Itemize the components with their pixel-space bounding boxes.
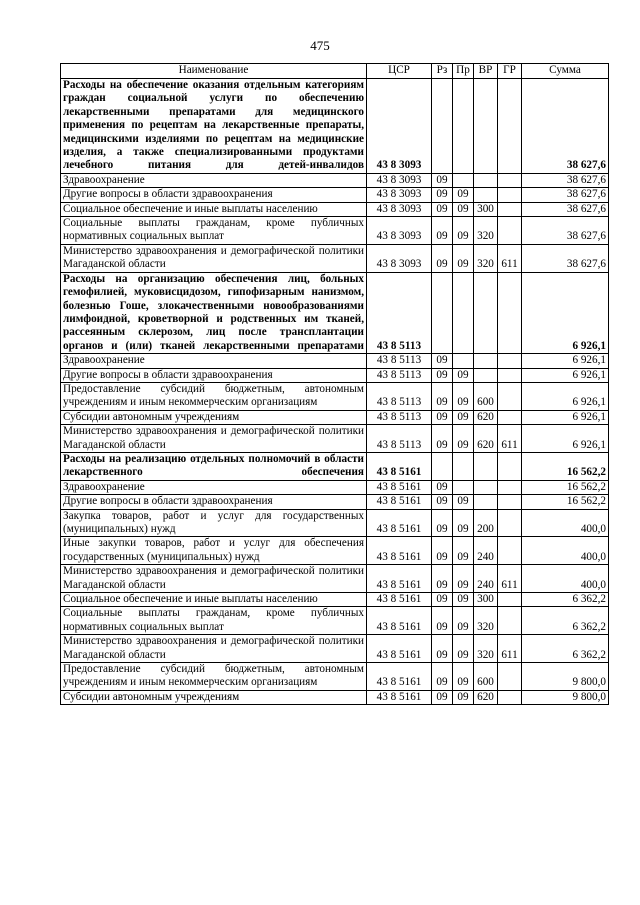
- cell-gr: [498, 173, 522, 187]
- cell-csr: 43 8 5161: [367, 690, 432, 704]
- cell-csr: 43 8 5161: [367, 537, 432, 565]
- cell-sum: 6 926,1: [522, 410, 609, 424]
- cell-csr: 43 8 5161: [367, 565, 432, 593]
- cell-pr: 09: [453, 509, 474, 537]
- cell-sum: 400,0: [522, 509, 609, 537]
- cell-sum: 38 627,6: [522, 188, 609, 202]
- cell-rz: 09: [432, 607, 453, 635]
- cell-pr: [453, 480, 474, 494]
- cell-csr: 43 8 5161: [367, 607, 432, 635]
- cell-vr: [474, 368, 498, 382]
- table-row: [61, 690, 609, 704]
- cell-csr: 43 8 5161: [367, 663, 432, 691]
- cell-rz: 09: [432, 480, 453, 494]
- cell-sum: 6 362,2: [522, 635, 609, 663]
- table-row: [61, 382, 609, 410]
- cell-pr: [453, 452, 474, 480]
- cell-rz: [432, 452, 453, 480]
- cell-vr: [474, 495, 498, 509]
- cell-vr: 240: [474, 565, 498, 593]
- cell-name: Социальное обеспечение и иные выплаты населению: [61, 202, 367, 216]
- cell-vr: 300: [474, 593, 498, 607]
- cell-csr: 43 8 5161: [367, 452, 432, 480]
- cell-gr: [498, 480, 522, 494]
- cell-name: Расходы на обеспечение оказания отдельным категориям граждан социальной услуги по обеспечению лекарственными препаратами для медицинского применения по рецептам на лекарственные препараты, медицинскими изделиями по рецептам на медицинские изделия, а также специализированными продуктами лечебного питания для детей-инвалидов: [61, 79, 367, 174]
- cell-gr: [498, 272, 522, 353]
- cell-sum: 400,0: [522, 565, 609, 593]
- cell-rz: 09: [432, 217, 453, 245]
- cell-sum: 38 627,6: [522, 173, 609, 187]
- cell-rz: 09: [432, 244, 453, 272]
- cell-gr: [498, 537, 522, 565]
- cell-sum: 16 562,2: [522, 495, 609, 509]
- table-row: [61, 495, 609, 509]
- cell-rz: 09: [432, 690, 453, 704]
- table-row: [61, 244, 609, 272]
- cell-gr: [498, 690, 522, 704]
- table-row: [61, 607, 609, 635]
- table-row: [61, 173, 609, 187]
- cell-csr: 43 8 3093: [367, 188, 432, 202]
- cell-gr: 611: [498, 635, 522, 663]
- column-header-vr: ВР: [474, 64, 498, 79]
- cell-rz: 09: [432, 509, 453, 537]
- cell-name: Иные закупки товаров, работ и услуг для обеспечения государственных (муниципальных) нужд: [61, 537, 367, 565]
- cell-gr: [498, 607, 522, 635]
- cell-name: Министерство здравоохранения и демографической политики Магаданской области: [61, 565, 367, 593]
- cell-csr: 43 8 5113: [367, 368, 432, 382]
- table-row: [61, 410, 609, 424]
- column-header-rz: Рз: [432, 64, 453, 79]
- cell-vr: 320: [474, 635, 498, 663]
- cell-csr: 43 8 3093: [367, 173, 432, 187]
- cell-rz: 09: [432, 202, 453, 216]
- cell-sum: 16 562,2: [522, 452, 609, 480]
- table-row: [61, 593, 609, 607]
- cell-rz: 09: [432, 410, 453, 424]
- table-row: [61, 537, 609, 565]
- cell-name: Субсидии автономным учреждениям: [61, 690, 367, 704]
- cell-pr: 09: [453, 368, 474, 382]
- cell-name: Предоставление субсидий бюджетным, автономным учреждениям и иным некоммерческим организациям: [61, 382, 367, 410]
- cell-pr: 09: [453, 425, 474, 453]
- cell-pr: 09: [453, 244, 474, 272]
- cell-sum: 6 362,2: [522, 593, 609, 607]
- column-header-pr: Пр: [453, 64, 474, 79]
- cell-rz: 09: [432, 635, 453, 663]
- cell-rz: 09: [432, 382, 453, 410]
- cell-gr: [498, 217, 522, 245]
- table-body: [61, 79, 609, 705]
- cell-rz: 09: [432, 368, 453, 382]
- cell-rz: 09: [432, 593, 453, 607]
- cell-sum: 6 362,2: [522, 607, 609, 635]
- cell-gr: [498, 593, 522, 607]
- table-row: [61, 368, 609, 382]
- cell-gr: 611: [498, 565, 522, 593]
- cell-gr: [498, 452, 522, 480]
- cell-vr: [474, 188, 498, 202]
- cell-pr: 09: [453, 410, 474, 424]
- cell-csr: 43 8 5161: [367, 480, 432, 494]
- cell-csr: 43 8 5113: [367, 425, 432, 453]
- cell-csr: 43 8 5113: [367, 354, 432, 368]
- cell-name: Другие вопросы в области здравоохранения: [61, 188, 367, 202]
- table-row: [61, 202, 609, 216]
- cell-vr: 300: [474, 202, 498, 216]
- cell-vr: 200: [474, 509, 498, 537]
- cell-vr: 620: [474, 690, 498, 704]
- cell-vr: [474, 480, 498, 494]
- cell-gr: [498, 663, 522, 691]
- column-header-name: Наименование: [61, 64, 367, 79]
- cell-csr: 43 8 3093: [367, 217, 432, 245]
- cell-name: Здравоохранение: [61, 480, 367, 494]
- cell-vr: 620: [474, 425, 498, 453]
- cell-sum: 38 627,6: [522, 79, 609, 174]
- table-row: [61, 480, 609, 494]
- cell-pr: 09: [453, 382, 474, 410]
- cell-name: Социальные выплаты гражданам, кроме публичных нормативных социальных выплат: [61, 607, 367, 635]
- cell-csr: 43 8 5113: [367, 410, 432, 424]
- cell-gr: [498, 202, 522, 216]
- cell-vr: [474, 272, 498, 353]
- column-header-sum: Сумма: [522, 64, 609, 79]
- cell-rz: 09: [432, 537, 453, 565]
- cell-pr: 09: [453, 202, 474, 216]
- column-header-csr: ЦСР: [367, 64, 432, 79]
- table-row: [61, 663, 609, 691]
- cell-name: Закупка товаров, работ и услуг для государственных (муниципальных) нужд: [61, 509, 367, 537]
- cell-name: Здравоохранение: [61, 354, 367, 368]
- cell-sum: 6 926,1: [522, 354, 609, 368]
- cell-rz: [432, 79, 453, 174]
- cell-sum: 16 562,2: [522, 480, 609, 494]
- cell-sum: 9 800,0: [522, 663, 609, 691]
- cell-pr: 09: [453, 495, 474, 509]
- cell-name: Здравоохранение: [61, 173, 367, 187]
- cell-vr: 320: [474, 217, 498, 245]
- cell-vr: 620: [474, 410, 498, 424]
- cell-rz: 09: [432, 188, 453, 202]
- cell-sum: 6 926,1: [522, 272, 609, 353]
- cell-gr: [498, 410, 522, 424]
- cell-vr: [474, 173, 498, 187]
- cell-name: Министерство здравоохранения и демографической политики Магаданской области: [61, 425, 367, 453]
- cell-vr: 600: [474, 663, 498, 691]
- table-row: [61, 509, 609, 537]
- cell-name: Другие вопросы в области здравоохранения: [61, 495, 367, 509]
- cell-gr: [498, 354, 522, 368]
- cell-rz: 09: [432, 565, 453, 593]
- cell-name: Расходы на реализацию отдельных полномочий в области лекарственного обеспечения: [61, 452, 367, 480]
- cell-gr: [498, 368, 522, 382]
- cell-csr: 43 8 3093: [367, 244, 432, 272]
- cell-gr: 611: [498, 425, 522, 453]
- cell-rz: 09: [432, 173, 453, 187]
- table-row: [61, 354, 609, 368]
- cell-csr: 43 8 5113: [367, 272, 432, 353]
- cell-sum: 38 627,6: [522, 202, 609, 216]
- cell-sum: 400,0: [522, 537, 609, 565]
- table-row: [61, 217, 609, 245]
- cell-name: Социальные выплаты гражданам, кроме публичных нормативных социальных выплат: [61, 217, 367, 245]
- cell-name: Субсидии автономным учреждениям: [61, 410, 367, 424]
- cell-csr: 43 8 5161: [367, 495, 432, 509]
- page-number: 475: [310, 38, 330, 53]
- cell-gr: [498, 509, 522, 537]
- table-row: [61, 425, 609, 453]
- cell-pr: 09: [453, 188, 474, 202]
- cell-sum: 38 627,6: [522, 244, 609, 272]
- cell-rz: 09: [432, 354, 453, 368]
- cell-name: Предоставление субсидий бюджетным, автономным учреждениям и иным некоммерческим организациям: [61, 663, 367, 691]
- budget-table: [60, 63, 609, 705]
- cell-csr: 43 8 3093: [367, 202, 432, 216]
- cell-vr: [474, 79, 498, 174]
- cell-vr: [474, 452, 498, 480]
- cell-sum: 6 926,1: [522, 382, 609, 410]
- cell-sum: 9 800,0: [522, 690, 609, 704]
- cell-rz: 09: [432, 495, 453, 509]
- cell-name: Социальное обеспечение и иные выплаты населению: [61, 593, 367, 607]
- cell-pr: [453, 272, 474, 353]
- table-row: [61, 635, 609, 663]
- cell-rz: [432, 272, 453, 353]
- cell-gr: 611: [498, 244, 522, 272]
- cell-gr: [498, 188, 522, 202]
- cell-rz: 09: [432, 663, 453, 691]
- cell-vr: 320: [474, 244, 498, 272]
- cell-vr: 320: [474, 607, 498, 635]
- cell-gr: [498, 382, 522, 410]
- cell-vr: 600: [474, 382, 498, 410]
- cell-csr: 43 8 5161: [367, 509, 432, 537]
- table-row-section-total: [61, 272, 609, 353]
- cell-sum: 38 627,6: [522, 217, 609, 245]
- cell-pr: [453, 354, 474, 368]
- cell-csr: 43 8 5161: [367, 593, 432, 607]
- cell-pr: 09: [453, 593, 474, 607]
- table-row-section-total: [61, 79, 609, 174]
- cell-csr: 43 8 5161: [367, 635, 432, 663]
- cell-sum: 6 926,1: [522, 368, 609, 382]
- cell-name: Министерство здравоохранения и демографической политики Магаданской области: [61, 244, 367, 272]
- cell-pr: 09: [453, 217, 474, 245]
- cell-name: Расходы на организацию обеспечения лиц, больных гемофилией, муковисцидозом, гипофизарным нанизмом, болезнью Гоше, злокачественными новообразованиями лимфоидной, кроветворной и родственных им тканей, рассеянным склерозом, лиц после трансплантации органов и (или) тканей лекарственными препаратами: [61, 272, 367, 353]
- cell-pr: [453, 173, 474, 187]
- cell-vr: [474, 354, 498, 368]
- cell-name: Министерство здравоохранения и демографической политики Магаданской области: [61, 635, 367, 663]
- cell-pr: [453, 79, 474, 174]
- table-row: [61, 188, 609, 202]
- cell-sum: 6 926,1: [522, 425, 609, 453]
- cell-pr: 09: [453, 607, 474, 635]
- table-row-section-total: [61, 452, 609, 480]
- cell-pr: 09: [453, 663, 474, 691]
- cell-csr: 43 8 3093: [367, 79, 432, 174]
- cell-gr: [498, 495, 522, 509]
- cell-gr: [498, 79, 522, 174]
- cell-pr: 09: [453, 635, 474, 663]
- table-header-row: [61, 64, 609, 79]
- cell-pr: 09: [453, 690, 474, 704]
- cell-name: Другие вопросы в области здравоохранения: [61, 368, 367, 382]
- cell-vr: 240: [474, 537, 498, 565]
- cell-csr: 43 8 5113: [367, 382, 432, 410]
- table-row: [61, 565, 609, 593]
- cell-pr: 09: [453, 537, 474, 565]
- cell-rz: 09: [432, 425, 453, 453]
- cell-pr: 09: [453, 565, 474, 593]
- column-header-gr: ГР: [498, 64, 522, 79]
